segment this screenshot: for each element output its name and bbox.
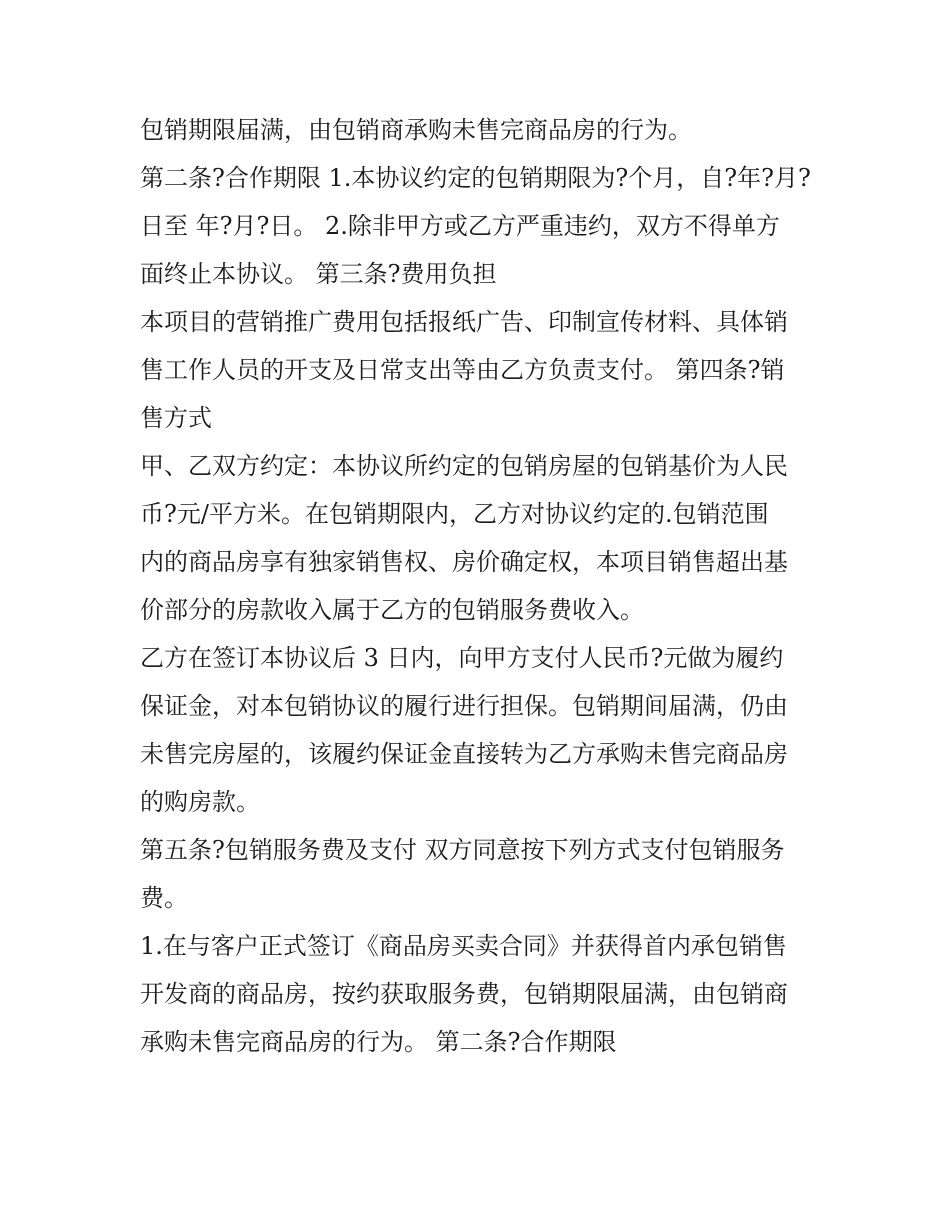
text-line: 售方式	[140, 404, 212, 432]
document-body	[140, 106, 820, 1066]
text-line: 乙方在签订本协议后 3 日内，向甲方支付人民币?元做为履约	[140, 644, 784, 672]
text-line: 甲、乙双方约定：本协议所约定的包销房屋的包销基价为人民	[140, 452, 788, 480]
text-line: 开发商的商品房，按约获取服务费，包销期限届满，由包销商	[140, 980, 788, 1008]
text-line: 的购房款。	[140, 788, 260, 816]
text-line: 日至 年?月?日。 2.除非甲方或乙方严重违约，双方不得单方	[140, 212, 780, 240]
text-line: 本项目的营销推广费用包括报纸广告、印制宣传材料、具体销	[140, 308, 788, 336]
text-line: 内的商品房享有独家销售权、房价确定权，本项目销售超出基	[140, 548, 788, 576]
text-line: 承购未售完商品房的行为。 第二条?合作期限	[140, 1028, 617, 1056]
text-line: 保证金，对本包销协议的履行进行担保。包销期间届满，仍由	[140, 692, 788, 720]
text-line: 面终止本协议。 第三条?费用负担	[140, 260, 497, 288]
text-line: 币?元/平方米。在包销期限内，乙方对协议约定的.包销范围	[140, 500, 769, 528]
text-line: 未售完房屋的，该履约保证金直接转为乙方承购未售完商品房	[140, 740, 788, 768]
text-line: 包销期限届满，由包销商承购未售完商品房的行为。	[140, 116, 692, 144]
text-line: 第五条?包销服务费及支付 双方同意按下列方式支付包销服务	[140, 836, 785, 864]
text-line: 第二条?合作期限 1.本协议约定的包销期限为?个月，自?年?月?	[140, 164, 811, 192]
text-line: 费。	[140, 884, 188, 912]
text-line: 售工作人员的开支及日常支出等由乙方负责支付。 第四条?销	[140, 356, 785, 384]
text-line: 1.在与客户正式签订《商品房买卖合同》并获得首内承包销售	[140, 932, 787, 960]
text-line: 价部分的房款收入属于乙方的包销服务费收入。	[140, 596, 644, 624]
